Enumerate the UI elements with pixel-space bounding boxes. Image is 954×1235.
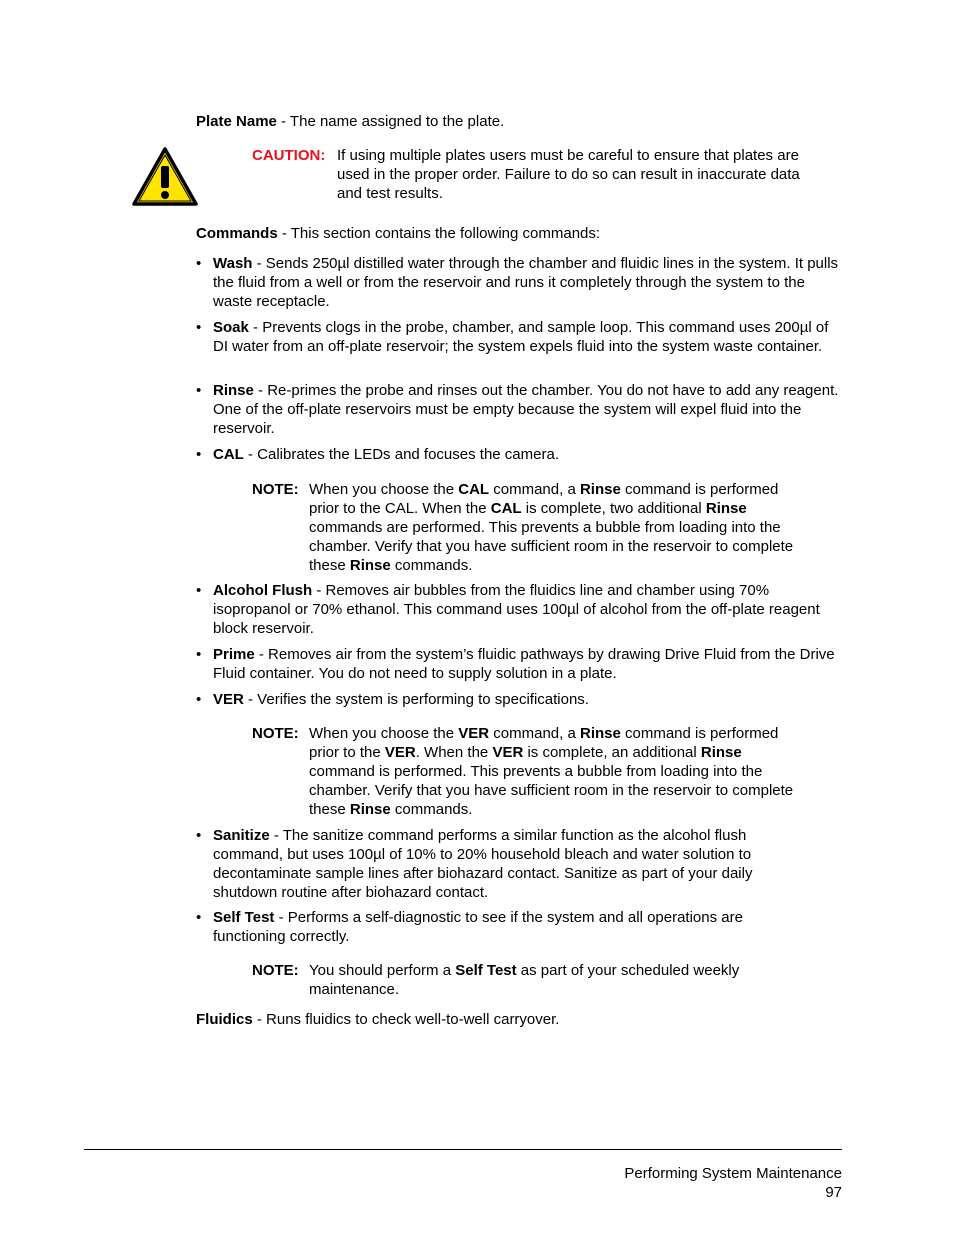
note-cal-text: When you choose the CAL command, a Rinse command is performed prior to the CAL. When the CAL is complete, two additional Rinse commands are performed. This prevents a bubble from loading into the chamber. Verify that you have sufficient room in the reservoir to complete these Rinse commands. (309, 481, 794, 574)
list-item-rinse (196, 381, 840, 438)
fluidics-text: - Runs fluidics to check well-to-well carryover. (252, 1011, 560, 1028)
plate-name-text: - The name assigned to the plate. (276, 113, 505, 130)
command-description: - Re-primes the probe and rinses out the chamber. You do not have to add any reagent. One of the off-plate reservoirs must be empty because the system will expel fluid into the reservoir. (213, 382, 839, 437)
list-item-self-test (196, 908, 840, 946)
command-term: Prime (213, 646, 255, 663)
note-self-test-text: You should perform a Self Test as part of your scheduled weekly maintenance. (309, 962, 740, 998)
note-label: NOTE: (252, 481, 299, 498)
note-label: NOTE: (252, 962, 299, 979)
bullet-marker: • (196, 446, 202, 463)
command-description: - Verifies the system is performing to specifications. (243, 691, 589, 708)
bullet-marker: • (196, 909, 202, 926)
bullet-marker: • (196, 319, 202, 336)
command-term: CAL (213, 446, 244, 463)
fluidics-paragraph (196, 1010, 836, 1029)
footer-divider (84, 1149, 842, 1150)
caution-text: If using multiple plates users must be careful to ensure that plates are used in the proper order. Failure to do so can result in inaccurate data and test results. (337, 147, 800, 202)
command-description: - Performs a self-diagnostic to see if the system and all operations are functioning correctly. (213, 909, 743, 945)
command-term: Wash (213, 255, 253, 272)
command-description: - Removes air from the system’s fluidic pathways by drawing Drive Fluid from the Drive Fluid container. You do not need to supply solution in a plate. (213, 646, 835, 682)
warning-triangle-icon (131, 146, 199, 208)
plate-name-term: Plate Name (196, 113, 277, 130)
list-item-ver (196, 690, 840, 709)
plate-name-paragraph (196, 112, 836, 131)
note-label: NOTE: (252, 725, 299, 742)
command-term: Self Test (213, 909, 275, 926)
bullet-marker: • (196, 691, 202, 708)
bullet-marker: • (196, 827, 202, 844)
bullet-marker: • (196, 382, 202, 399)
page-number: 97 (825, 1184, 842, 1201)
bullet-marker: • (196, 646, 202, 663)
command-description: - Removes air bubbles from the fluidics line and chamber using 70% isopropanol or 70% ethanol. This command uses 100µl of alcohol from the off-plate reagent block reservoir. (213, 582, 820, 637)
note-ver-text: When you choose the VER command, a Rinse command is performed prior to the VER. When the VER is complete, an additional Rinse command is performed. This prevents a bubble from loading into the chamber. Verify that you have sufficient room in the reservoir to complete these Rinse commands. (309, 725, 794, 818)
command-term: Soak (213, 319, 249, 336)
footer-section-title: Performing System Maintenance (624, 1165, 842, 1182)
command-term: Rinse (213, 382, 254, 399)
fluidics-term: Fluidics (196, 1011, 253, 1028)
list-item-prime (196, 645, 840, 683)
command-term: VER (213, 691, 244, 708)
command-term: Sanitize (213, 827, 270, 844)
list-item-cal (196, 445, 840, 464)
commands-term: Commands (196, 225, 278, 242)
command-description: - Sends 250µl distilled water through the chamber and fluidic lines in the system. It pulls the fluid from a well or from the reservoir and runs it completely through the system to the waste receptacle. (213, 255, 839, 310)
list-item-alcohol-flush (196, 581, 840, 638)
bullet-marker: • (196, 582, 202, 599)
list-item-sanitize (196, 826, 840, 902)
command-description: - Calibrates the LEDs and focuses the camera. (243, 446, 559, 463)
commands-paragraph (196, 224, 836, 243)
command-description: - The sanitize command performs a similar function as the alcohol flush command, but uses 100µl of 10% to 20% household bleach and water solution to decontaminate sample lines after biohazard contact. Sanitize as part of your daily shutdown routine after biohazard contact. (213, 827, 753, 901)
caution-label: CAUTION: (252, 147, 326, 164)
list-item-soak (196, 318, 840, 356)
commands-text: - This section contains the following commands: (277, 225, 601, 242)
bullet-marker: • (196, 255, 202, 272)
list-item-wash (196, 254, 840, 311)
command-description: - Prevents clogs in the probe, chamber, and sample loop. This command uses 200µl of DI water from an off-plate reservoir; the system expels fluid into the system waste container. (213, 319, 829, 355)
command-term: Alcohol Flush (213, 582, 313, 599)
